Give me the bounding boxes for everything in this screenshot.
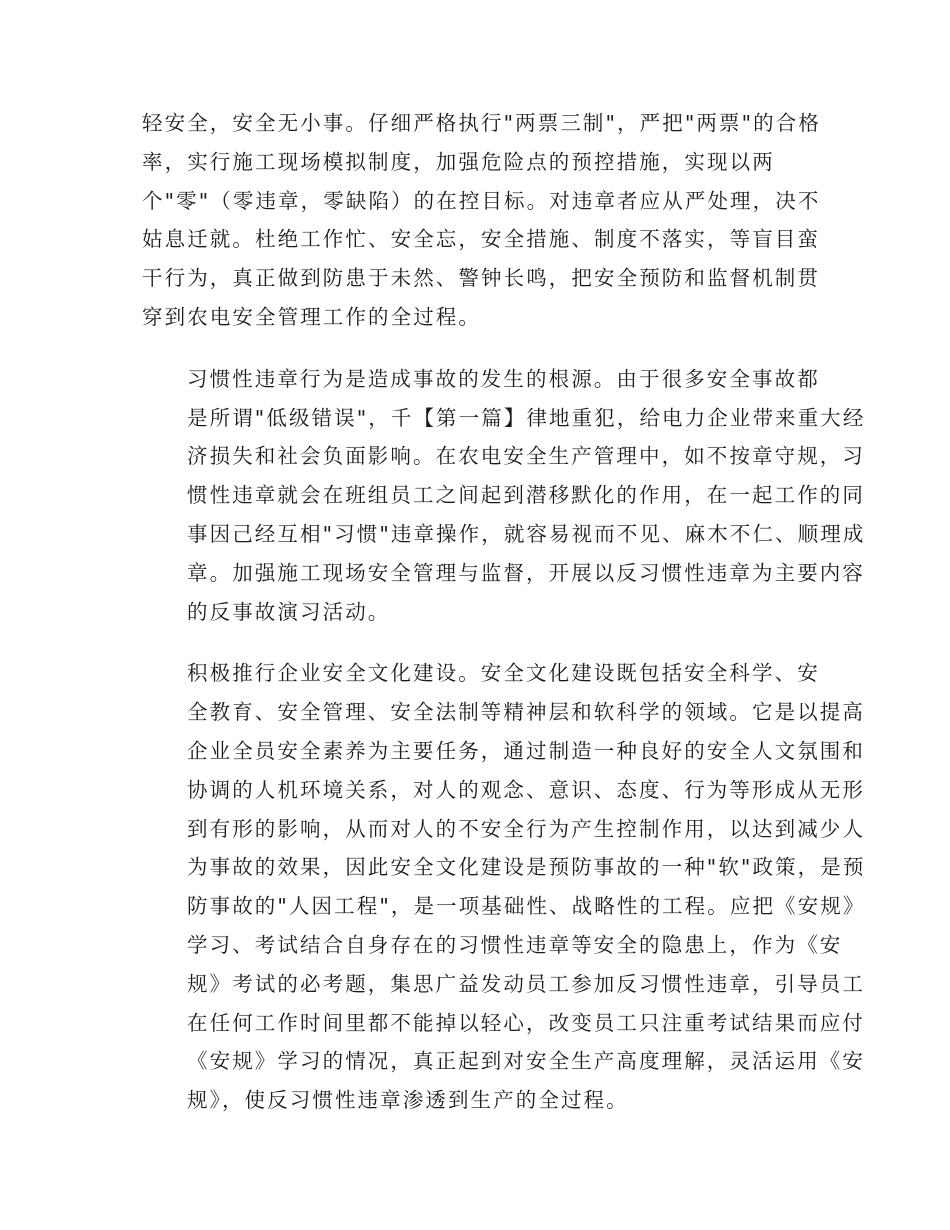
text-line: 防事故的"人因工程"，是一项基础性、战略性的工程。应把《安规》 xyxy=(187,894,866,919)
text-line: 为事故的效果，因此安全文化建设是预防事故的一种"软"政策，是预 xyxy=(187,855,866,880)
text-line: 到有形的影响，从而对人的不安全行为产生控制作用，以达到减少人 xyxy=(187,816,865,841)
text-line: 在任何工作时间里都不能掉以轻心，改变员工只注重考试结果而应付 xyxy=(187,1010,865,1035)
text-line: 事因己经互相"习惯"违章操作，就容易视而不见、麻木不仁、顺理成 xyxy=(187,521,866,546)
text-line: 规》，使反习惯性违章渗透到生产的全过程。 xyxy=(187,1088,629,1113)
paragraph-safety-measures xyxy=(142,104,821,337)
text-line: 全教育、安全管理、安全法制等精神层和软科学的领域。它是以提高 xyxy=(187,700,865,725)
text-line: 率，实行施工现场模拟制度，加强危险点的预控措施，实现以两 xyxy=(142,149,775,174)
text-line: 《安规》学习的情况，真正起到对安全生产高度理解，灵活运用《安 xyxy=(187,1049,865,1074)
text-line: 个"零"（零违章，零缺陷）的在控目标。对违章者应从严处理，决不 xyxy=(142,188,821,213)
text-line: 济损失和社会负面影响。在农电安全生产管理中，如不按章守规，习 xyxy=(187,444,865,469)
text-line: 姑息迁就。杜绝工作忙、安全忘，安全措施、制度不落实，等盲目蛮 xyxy=(142,227,820,252)
text-line: 轻安全，安全无小事。仔细严格执行"两票三制"，严把"两票"的合格 xyxy=(142,111,821,135)
text-line: 章。加强施工现场安全管理与监督，开展以反习惯性违章为主要内容 xyxy=(187,560,865,585)
text-line: 的反事故演习活动。 xyxy=(187,599,391,624)
text-line: 是所谓"低级错误"，千【第一篇】律地重犯，给电力企业带来重大经 xyxy=(187,405,866,430)
text-line: 学习、考试结合自身存在的习惯性违章等安全的隐患上，作为《安 xyxy=(187,932,843,957)
text-line: 穿到农电安全管理工作的全过程。 xyxy=(142,304,481,329)
text-line: 干行为，真正做到防患于未然、警钟长鸣，把安全预防和监督机制贯 xyxy=(142,266,820,291)
text-line: 规》考试的必考题，集思广益发动员工参加反习惯性违章，引导员工 xyxy=(187,971,865,996)
text-line: 惯性违章就会在班组员工之间起到潜移默化的作用，在一起工作的同 xyxy=(187,483,865,508)
document-body xyxy=(142,104,866,1120)
text-line: 习惯性违章行为是造成事故的发生的根源。由于很多安全事故都 xyxy=(187,366,820,391)
text-line: 企业全员安全素养为主要任务，通过制造一种良好的安全人文氛围和 xyxy=(187,738,865,763)
paragraph-habitual-violations xyxy=(142,360,866,632)
paragraph-safety-culture xyxy=(142,654,866,1120)
text-line: 协调的人机环境关系，对人的观念、意识、态度、行为等形成从无形 xyxy=(187,777,865,802)
text-line: 积极推行企业安全文化建设。安全文化建设既包括安全科学、安 xyxy=(187,661,820,686)
